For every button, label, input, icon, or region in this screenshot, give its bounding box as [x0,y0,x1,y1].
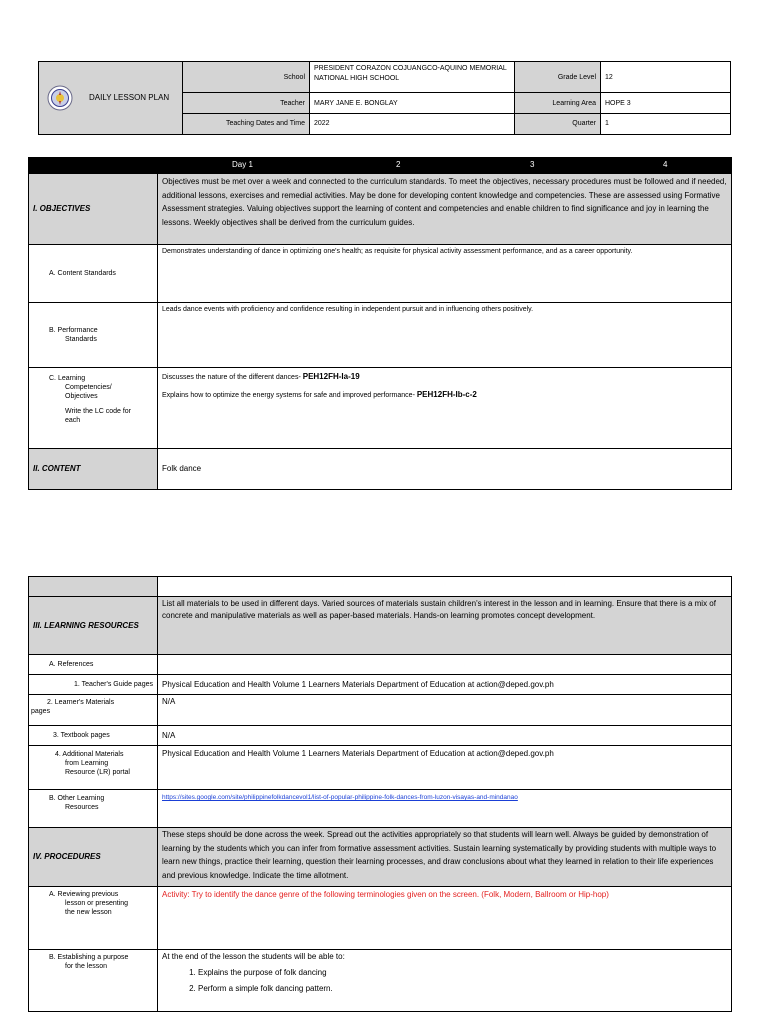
resources-label: III. LEARNING RESOURCES [29,597,158,655]
dates-value: 2022 [310,113,515,134]
header-table [38,61,731,135]
quarter-value: 1 [601,113,731,134]
objectives-label: I. OBJECTIVES [29,174,158,245]
teacher-label: Teacher [183,93,310,113]
quarter-label: Quarter [515,113,601,134]
reviewing-lesson-activity: Activity: Try to identify the dance genre of the following terminologies given on the screen. (Folk, Modern, Ballroom or Hip-hop) [158,887,732,950]
school-value: PRESIDENT CORAZON COJUANGCO-AQUINO MEMORIAL NATIONAL HIGH SCHOOL [310,62,515,93]
document-title: DAILY LESSON PLAN [89,93,170,102]
performance-standards-value: Leads dance events with proficiency and confidence resulting in independent pursuit and in influencing others positively. [158,303,732,368]
textbook-value: N/A [158,726,732,746]
deped-seal-icon [47,85,73,111]
competency-1: Discusses the nature of the different dances- PEH12FH-Ia-19 [162,372,360,381]
list-item: 2. Perform a simple folk dancing pattern. [198,984,727,994]
content-value: Folk dance [158,449,732,490]
additional-materials-value: Physical Education and Health Volume 1 Learners Materials Department of Education at action@deped.gov.ph [158,746,732,790]
textbook-label: 3. Textbook pages [29,726,158,746]
content-label: II. CONTENT [29,449,158,490]
day-2-header: 2 [396,160,401,169]
objectives-text: Objectives must be met over a week and connected to the curriculum standards. To meet the objectives, necessary procedures must be followed and if needed, additional lessons, exercises and remedial activities. May be done for developing content knowledge and competencies. These are assessed using Formative Assessment strategies. Valuing objectives support the learning of content and competencies and enable children to find significance and joy in learning the lessons. Weekly objectives shall be derived from the curriculum guides. [158,174,732,245]
resources-procedures-table [28,576,732,1012]
competencies-label: C. Learning Competencies/ Objectives Write the LC code for each [29,368,158,449]
purpose-list [162,968,727,994]
day-1-header: Day 1 [232,160,253,169]
school-label: School [183,62,310,93]
day-3-header: 3 [530,160,535,169]
dates-label: Teaching Dates and Time [183,113,310,134]
learners-materials-label: 2. Learner's Materials pages [29,695,158,726]
day-header-row [158,158,732,174]
learners-materials-value: N/A [158,695,732,726]
reviewing-lesson-label: A. Reviewing previous lesson or presenting the new lesson [29,887,158,950]
learning-area-value: HOPE 3 [601,93,731,113]
competency-2: Explains how to optimize the energy systems for safe and improved performance- PEH12FH-Ib-c-2 [162,390,477,399]
purpose-value [158,950,732,1012]
grade-value: 12 [601,62,731,93]
additional-materials-label: 4. Additional Materials from Learning Resource (LR) portal [29,746,158,790]
procedures-text: These steps should be done across the week. Spread out the activities appropriately so that students will learn well. Always be guided by demonstration of learning by the students which you can infer from formative assessment activities. Sustain learning systematically by providing students with multiple ways to learn new things, practice their learning, question their learning processes, and draw conclusions about what they learned in relation to their life experiences and previous knowledge. Indicate the time allotment. [158,828,732,887]
purpose-label: B. Establishing a purpose for the lesson [29,950,158,1012]
objectives-table [28,157,732,490]
teachers-guide-label: 1. Teacher's Guide pages [29,675,158,695]
teachers-guide-value: Physical Education and Health Volume 1 Learners Materials Department of Education at action@deped.gov.ph [158,675,732,695]
list-item: 1. Explains the purpose of folk dancing [198,968,727,978]
day-4-header: 4 [663,160,668,169]
competencies-value [158,368,732,449]
content-standards-value: Demonstrates understanding of dance in optimizing one's health; as requisite for physical activity assessment performance, and as a career opportunity. [158,245,732,303]
resources-text: List all materials to be used in different days. Varied sources of materials sustain children's interest in the lesson and in learning. Ensure that there is a mix of concrete and manipulative materials as well as paper-based materials. Hands-on learning promotes concept development. [158,597,732,655]
grade-label: Grade Level [515,62,601,93]
performance-standards-label: B. Performance Standards [29,303,158,368]
procedures-label: IV. PROCEDURES [29,828,158,887]
other-resources-label: B. Other Learning Resources [29,790,158,828]
lc-code-1: PEH12FH-Ia-19 [302,372,360,381]
references-label: A. References [29,655,158,675]
purpose-intro: At the end of the lesson the students will be able to: [162,952,345,961]
lc-code-2: PEH12FH-Ib-c-2 [416,390,477,399]
other-resources-link[interactable]: https://sites.google.com/site/philippinefolkdancevol1/list-of-popular-philippine-folk-dances-from-luzon-visayas-and-mindanao [158,790,732,828]
content-standards-label: A. Content Standards [29,245,158,303]
learning-area-label: Learning Area [515,93,601,113]
deped-logo-cell [39,62,183,135]
teacher-value: MARY JANE E. BONGLAY [310,93,515,113]
